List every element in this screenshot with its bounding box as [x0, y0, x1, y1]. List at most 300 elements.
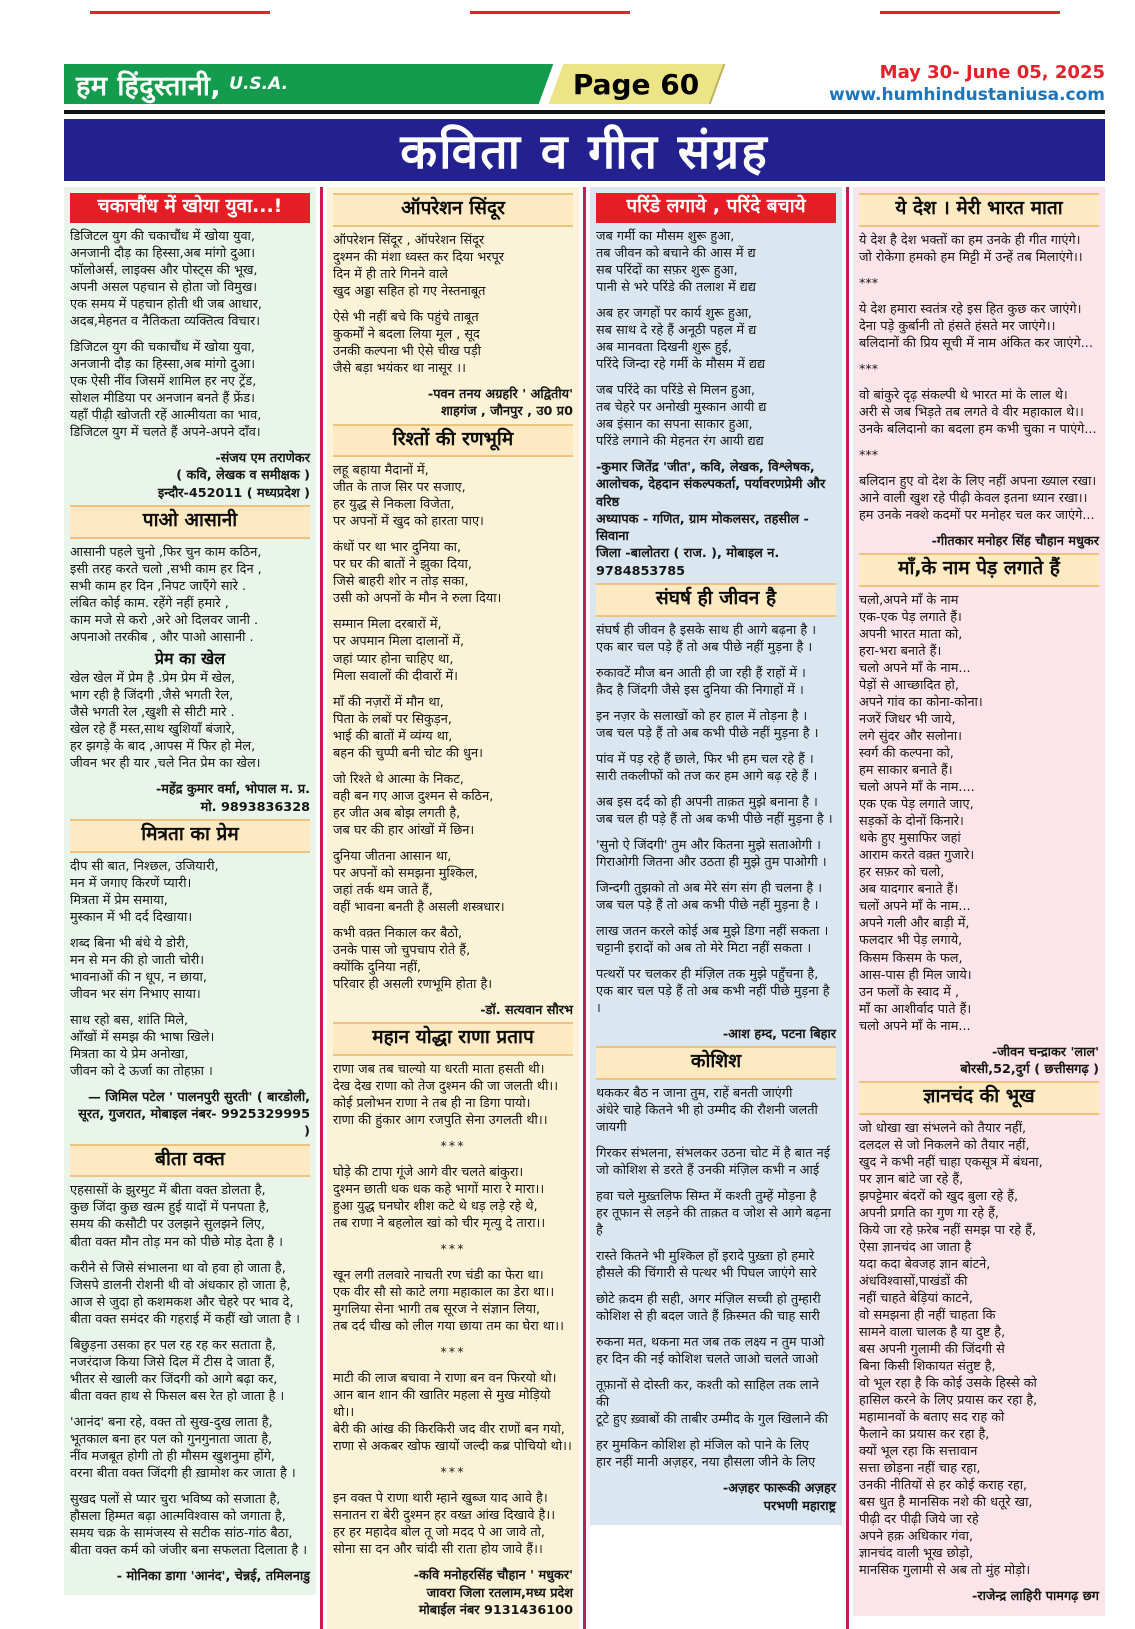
column-divider [320, 187, 323, 1629]
poem-stanza [859, 592, 1099, 1034]
poem-line: उसी को अपनों के मौन ने रुला दिया। [333, 591, 502, 607]
poet-credit: ( कवि, लेखक व समीक्षक ) [176, 468, 310, 484]
poem-line: *** [859, 275, 879, 291]
poem-title: कोशिश [596, 1046, 836, 1080]
poem-column-2 [327, 187, 579, 1629]
poem-line: महामानवों के बताए सद राह को [859, 1410, 1005, 1426]
poem-line: जिन्दगी तुझको तो अब मेरे संग संग ही चलना है । [596, 880, 823, 896]
poem-line: लाख जतन करले कोई अब मुझे डिगा नहीं सकता । [596, 923, 829, 939]
poem-line: छोटे क़दम ही सही, अगर मंज़िल सच्ची हो तुम्हारी [596, 1292, 821, 1308]
poet-credit: - मोनिका डागा 'आनंद', चेन्नई, तमिलनाडु [116, 1568, 310, 1584]
poem-line: जीवन भर संग निभाए साया। [70, 986, 201, 1002]
column-divider [583, 187, 586, 1629]
poem-stanza [596, 1188, 836, 1239]
poem-line: अब यादगार बनाते हैं। [859, 882, 959, 898]
poem-line: करीने से जिसे संभालना था वो हवा हो जाता है, [70, 1260, 286, 1276]
poem-line: लंबित कोई काम. रहेंगे नहीं हमारे , [70, 595, 229, 611]
poem-line: मन में जगाए किरणें प्यारी। [70, 875, 192, 891]
poem-stanza [70, 339, 310, 441]
poem-line: जीत के ताज सिर पर सजाए, [333, 480, 466, 496]
poem-line: स्वर्ग की कल्पना को, [859, 746, 954, 762]
poem-line: भीतर से खाली कर जिंदगी को आगे बढ़ा कर, [70, 1371, 278, 1387]
poem-line: खुद ने कभी नहीं चाहा एकसूत्र में बंधना, [859, 1154, 1043, 1170]
poem-line: हुआ युद्ध घनघोर शीश कटे थे धड़ लड़े रहे थे, [333, 1199, 538, 1214]
poem-line: बीता वक्त मौन तोड़ मन को पीछे मोड़ देता है । [70, 1234, 284, 1250]
poem-line: देख देख राणा को तेज दुश्मन की जा जलती थी।। [333, 1078, 559, 1094]
poem-line: दलदल से जो निकलने को तैयार नहीं, [859, 1137, 1030, 1153]
poem-line: किये जा रहे फ़रेब नहीं समझ पा रहे हैं, [859, 1223, 1037, 1239]
poem-line: माटी की लाज बचावा ने राणा बन वन फिरयो थो। [333, 1371, 557, 1387]
poet-credit: आलोचक, देहदान संकल्पकर्ता, पर्यावरणप्रेमी और वरिष्ठ [596, 477, 826, 510]
section-banner [64, 119, 1105, 181]
poem-stanza [596, 880, 836, 914]
poem-line: आराम करते वक़्त गुजारे। [859, 848, 975, 864]
poem-line: कोशिश से ही बदल जाते हैं क़िस्मत की चाह सारी [596, 1309, 820, 1325]
poem-line: मुगलिया सेना भागी तब सूरज ने संज्ञान लिया, [333, 1302, 541, 1318]
poem-line: मित्रता में प्रेम समाया, [70, 892, 168, 908]
poem-line: माँ की नज़रों में मौन था, [333, 694, 444, 710]
poem-line: *** [440, 1345, 466, 1361]
poem-line: जैसे भगती रेल ,खुशी से सीटी मारे . [70, 705, 235, 721]
poem-body [596, 1085, 836, 1515]
poem-stanza [596, 1248, 836, 1282]
poem-stanza [333, 1490, 573, 1558]
poem-line: आज से जुदा हो कशमकश और चेहरे पर भाव दे, [70, 1294, 294, 1310]
poem-line: *** [440, 1138, 466, 1154]
poem-line: सोना सा दन और चांदी सी राता होय जावे हैं।। [333, 1542, 543, 1558]
poem-title: चकाचौंध में खोया युवा...! [70, 193, 310, 223]
poem-line: सत्ता छोड़ना नहीं चाह रहा, [859, 1461, 981, 1477]
poem-line: फलदार भी पेड़ लगाये, [859, 933, 963, 949]
website-url: www.humhindustaniusa.com [829, 84, 1105, 105]
poem-stanza [596, 382, 836, 450]
poem-body [859, 232, 1099, 550]
poem-line: दुनिया जीतना आसान था, [333, 848, 452, 864]
newspaper-page [64, 60, 1105, 1629]
poem-stanza [596, 1145, 836, 1179]
poem-line: अरी से जब भिड़ते तब लगते वे वीर महाकाल थे।। [859, 404, 1084, 420]
poem-line: लहू बहाया मैदानों में, [333, 463, 429, 479]
poem-line: ये देश है देश भक्तों का हम उनके ही गीत गाएंगे। [859, 232, 1081, 248]
poem-stanza [333, 1267, 573, 1335]
poem-line: तब चेहरे पर अनोखी मुस्कान आयी द्य [596, 399, 767, 415]
poem-line: काम मजे से करो ,अरे ओ दिलवर जानी . [70, 612, 259, 628]
poet-credit: -पवन तनय अग्रहरि ' अद्वितीय' [427, 386, 573, 402]
poem-line: जीवन को दे ऊर्जा का तोहफ़ा । [70, 1063, 213, 1079]
poem-line: शब्द बिना भी बंधे ये डोरी, [70, 935, 189, 951]
poet-credit: -कुमार जितेंद्र 'जीत', कवि, लेखक, विश्लेषक, [596, 460, 815, 476]
poem-line: जो कोशिश से डरते हैं उनकी मंज़िल कभी न आई [596, 1163, 820, 1179]
poem-line: गिराओगी जितना और उठता ही मुझे तुम पाओगी । [596, 854, 827, 870]
poem-stanza [596, 923, 836, 957]
poem-line: अंधेरे चाहे कितने भी हो उम्मीद की रौशनी जलती जायगी [596, 1103, 818, 1136]
poem-line: अपनी भारत माता को, [859, 627, 963, 643]
poem-line: उनके पास जो चुपचाप रोते हैं, [333, 942, 471, 958]
poem-line: परिंदे जिन्दा रहे गर्मी के मौसम में द्यद्य [596, 356, 766, 372]
poem-stanza [859, 473, 1099, 524]
poem-line: सभी काम हर दिन ,निपट जाएँगे सारे . [70, 578, 247, 594]
poet-credit: जावरा जिला रतलाम,मध्य प्रदेश [426, 1585, 573, 1601]
poem-line: क्यों भूल रहा कि सत्तावान [859, 1444, 978, 1460]
poem-line: पीढ़ी दर पीढ़ी जिये जा रहे [859, 1512, 979, 1528]
poem-line: टूटे हुए ख़्वाबों की ताबीर उम्मीद के गुल खिलाने की [596, 1412, 828, 1428]
poem-line: एक ऐसी नींव जिसमें शामिल हर नए ट्रेंड, [70, 373, 257, 389]
poem-line: भूतकाल बना हर पल को गुनगुनाता जाता है, [70, 1431, 273, 1447]
poem-line: पर अपमान मिला दालानों में, [333, 634, 465, 650]
poem-line: जब चल पड़े हैं तो अब कभी पीछे नहीं मुड़ना है । [596, 725, 819, 741]
poem-line: हर सफ़र को चलो, [859, 865, 945, 881]
poem-body [859, 592, 1099, 1078]
poem-column-3 [590, 187, 842, 1525]
poem-line: सब साथ दे रहे हैं अनूठी पहल में द्य [596, 322, 757, 338]
poem-line: बिना किसी शिकायत संतुष्ट है, [859, 1359, 996, 1375]
poem-line: हर दिन की नई कोशिश चलते जाओ चलते जाओ [596, 1352, 819, 1368]
date-block [829, 62, 1105, 106]
poem-line: पांव में पड़ रहे हैं छाले, फिर भी हम चल रहे हैं । [596, 751, 814, 767]
poem-line: अपने हक़ अधिकार गंवा, [859, 1529, 974, 1545]
poem-line: गिरकर संभलना, संभलकर उठना चोट में है बात नई [596, 1146, 831, 1162]
poem-line: दुश्मन छाती धक धक कहे भागों मारा रे मारा।। [333, 1181, 545, 1197]
poem-line: बेरी की आंख की किरकिरी जद वीर राणों बन गयो, [333, 1422, 565, 1438]
poem-line: जब गर्मी का मौसम शुरू हुआ, [596, 228, 735, 244]
poem-body [333, 232, 573, 421]
masthead [64, 64, 534, 104]
poem-line: नजरंदाज किया जिसे दिल में टीस दे जाता हैं, [70, 1354, 276, 1370]
poem-line: राणा की हुंकार आग रजपुति सेना उगलती थी।। [333, 1112, 548, 1128]
poem-line: दुश्मन की मंशा ध्वस्त कर दिया भरपूर [333, 249, 505, 265]
poem-line: बस अपनी गुलामी की जिंदगी से [859, 1342, 1005, 1358]
poem-line: खेल खेल में प्रेम है .प्रेम प्रेम में खेल, [70, 671, 236, 687]
poem-body [333, 462, 573, 1019]
poem-line: अपने गली और बाड़ी में, [859, 916, 970, 932]
poem-line: *** [859, 361, 879, 377]
poem-line: मानसिक गुलामी से अब तो मुंह मोड़ो। [859, 1563, 1031, 1579]
poem-line: आसानी पहले चुनो ,फिर चुन काम कठिन, [70, 544, 262, 560]
poem-line: अपनी असल पहचान से होता जो विमुख। [70, 279, 258, 295]
poem-stanza [70, 228, 310, 330]
poet-credit: बोरसी,52,दुर्ग ( छत्तीसगढ़ ) [960, 1061, 1099, 1077]
poem-line: अपनी प्रगति का गुण गा रहे हैं, [859, 1206, 999, 1222]
poem-line: ज्ञानचंद वाली भूख छोड़ो, [859, 1546, 974, 1562]
poem-line: फॉलोअर्स, लाइक्स और पोस्ट्स की भूख, [70, 262, 258, 278]
poem-line: वो समझना ही नहीं चाहता कि [859, 1308, 996, 1324]
poem-title: बीता वक्त [70, 1144, 310, 1178]
poem-line: बीता वक्त हाथ से फिसल बस रेत हो जाता है । [70, 1388, 285, 1404]
poem-line: 'सुनो ऐ जिंदगी' तुम और कितना मुझे सताओगी । [596, 837, 822, 853]
poem-stanza [596, 1377, 836, 1428]
poem-stanza [596, 1085, 836, 1136]
poem-stanza [596, 1437, 836, 1471]
poet-credit: -गीतकार मनोहर सिंह चौहान मधुकर [931, 534, 1099, 550]
poem-line: जो धोखा खा संभलने को तैयार नहीं, [859, 1120, 1027, 1136]
poem-line: घोड़े की टापा गूंजे आगे वीर चलते बांकुरा। [333, 1164, 524, 1180]
poem-line: भावनाओं की न धूप, न छाया, [70, 969, 207, 985]
poem-line: *** [440, 1242, 466, 1258]
poet-credit: इन्दौर-452011 ( मध्यप्रदेश ) [157, 485, 310, 501]
poem-line: तूफ़ानों से दोस्ती कर, कश्ती को साहिल तक लाने की [596, 1378, 819, 1411]
poet-credit: -महेंद्र कुमार वर्मा, भोपाल म. प्र. [155, 782, 310, 798]
poem-line: मन से मन की हो जाती चोरी। [70, 952, 205, 968]
poem-stanza [596, 665, 836, 699]
poem-line: पेड़ों से आच्छादित हो, [859, 678, 959, 694]
poem-stanza [70, 1260, 310, 1328]
poem-line: तब राणा ने बहलोल खां को चीर मृत्यु दे तारा।। [333, 1216, 546, 1232]
poem-line: कभी वक़्त निकाल कर बैठो, [333, 925, 463, 941]
poem-line: बहन की चुप्पी बनी चोट की धुन। [333, 745, 483, 761]
poem-line: हार नहीं मानी अज़हर, नया हौसला जीने के लिए [596, 1455, 816, 1471]
poem-line: वहीं भावना बनती है असली शस्त्रधार। [333, 899, 505, 915]
poem-stanza [596, 708, 836, 742]
poem-line: थककर बैठ न जाना तुम, राहें बनती जाएंगी [596, 1086, 793, 1102]
poem-title: पाओ आसानी [70, 505, 310, 539]
poem-line: माँ का आशीर्वाद पाते हैं। [859, 1001, 972, 1017]
poem-line: अनजानी दौड़ का हिस्सा,अब मांगो दुआ। [70, 356, 256, 372]
poem-line: जब घर की हार आंखों में छिन। [333, 822, 475, 838]
poem-line: आने वाली खुश रहे पीढ़ी केवल इतना ध्यान रखा।। [859, 491, 1088, 507]
poem-line: हौसले की चिंगारी से पत्थर भी पिघल जाएंगे सारे [596, 1266, 817, 1282]
column-divider [846, 187, 849, 1629]
poem-line: उनके बलिदानो का बदला हम कभी चुका न पाएंगे... [859, 421, 1097, 437]
poem-line: इसी तरह करते चलो ,सभी काम हर दिन , [70, 561, 262, 577]
poem-line: सारी तकलीफों को तज कर हम आगे बढ़ रहे हैं । [596, 768, 818, 784]
poem-line: अपने गांव का कोना-कोना। [859, 695, 983, 711]
poem-stanza [859, 1120, 1099, 1579]
poem-line: अंधविश्वासों,पाखंडों की [859, 1274, 968, 1290]
poem-stanza [333, 1344, 573, 1361]
poem-stanza [333, 1061, 573, 1129]
poem-column-1 [64, 187, 316, 1595]
poem-line: चट्टानी इरादों को अब तो मेरे मिटा नहीं सकता । [596, 940, 812, 956]
poem-line: राणा से अकबर खोफ खायों जल्दी कब्र पोचियो थो।। [333, 1439, 572, 1455]
poem-stanza [70, 1414, 310, 1482]
poem-line: वो बांकुरे दृढ़ संकल्पी थे भारत मां के लाल थे। [859, 387, 1068, 403]
poem-line: पत्थरों पर चलकर ही मंज़िल तक मुझे पहुँचना है, [596, 966, 819, 982]
poem-line: अब हर जगहों पर कार्य शुरू हुआ, [596, 305, 752, 321]
poem-line: हर जीत अब बोझ लगती है, [333, 805, 461, 821]
poem-line: परिवार ही असली रणभूमि होता है। [333, 976, 493, 992]
poem-line: पर ज्ञान बांटे जा रहे हैं, [859, 1172, 964, 1187]
poem-line: जीवन भर ही यार ,चले नित प्रेम का खेल। [70, 756, 261, 772]
poem-title: ये देश । मेरी भारत माता [859, 193, 1099, 227]
poem-line: पर अपनों को समझना मुश्किल, [333, 865, 478, 881]
poem-line: आन बान शान की खातिर महला से मुख मोड़ियो थो।। [333, 1388, 551, 1421]
poet-credit: परभणी महाराष्ट्र [763, 1498, 836, 1514]
poem-stanza [859, 275, 1099, 292]
poem-line: संघर्ष ही जीवन है इसके साथ ही आगे बढ़ना है । [596, 622, 817, 638]
poem-line: चलो अपने माँ के नाम... [859, 661, 971, 677]
poem-line: भाई की बातों में व्यंग्य था, [333, 728, 453, 744]
poem-line: ये देश हमारा स्वतंत्र रहे इस हित कुछ कर जाएंगे। [859, 301, 1082, 317]
poem-line: जब चल ही पड़े हैं तो अब कभी पीछे नहीं मुड़ना है । [596, 811, 833, 827]
poem-title: संघर्ष ही जीवन है [596, 583, 836, 617]
poem-line: लगे सुंदर और सलोना। [859, 729, 962, 745]
poem-stanza [333, 1138, 573, 1155]
poem-title: ज्ञानचंद की भूख [859, 1081, 1099, 1115]
poem-line: उनकी कल्पना भी ऐसे चीख पड़ी [333, 343, 481, 359]
poem-line: समय चक्र के सामंजस्य से सटीक सांठ-गांठ बैठा, [70, 1525, 293, 1541]
poem-line: जिसे बाहरी शोर न तोड़ सका, [333, 574, 469, 590]
poem-line: खेल रहे हैं मस्त,साथ खुशियाँ बंजारे, [70, 722, 236, 738]
poem-line: सनातन रा बेरी दुश्मन हर वख्त आंख दिखावे है।। [333, 1508, 556, 1524]
poem-line: यहाँ पीढ़ी खोजती रहें आत्मीयता का भाव, [70, 408, 262, 423]
poem-stanza [859, 387, 1099, 438]
poem-line: आस-पास ही मिल जाये। [859, 967, 972, 983]
poem-stanza [596, 622, 836, 656]
poem-line: समय की कसौटी पर उलझने सुलझने लिए, [70, 1217, 266, 1233]
poem-line: वही बन गए आज दुश्मन से कठिन, [333, 788, 494, 804]
issue-date: May 30- June 05, 2025 [879, 62, 1105, 83]
poem-stanza [70, 935, 310, 1003]
poem-body [70, 544, 310, 646]
poem-line: हरा-भरा बनाते हैं। [859, 644, 942, 660]
poem-line: तब दर्द चीख को लील गया छाया तम का घेरा था।। [333, 1319, 564, 1335]
poem-line: जिसपे डालनी रोशनी थी वो अंधकार हो जाता है, [70, 1277, 291, 1293]
poem-line: हर झगड़े के बाद ,आपस में फिर हो मेल, [70, 739, 256, 755]
poem-stanza [333, 232, 573, 300]
poem-line: हम उनके नक्शे कदमों पर मनोहर चल कर जाएंगे... [859, 508, 1095, 524]
poem-stanza [70, 544, 310, 646]
poem-line: डिजिटल युग में चलते हैं अपने-अपने दाँव। [70, 425, 261, 441]
poem-line: सुखद पलों से प्यार चुरा भविष्य को सजाता है, [70, 1491, 281, 1507]
poem-body [70, 858, 310, 1141]
poem-line: ऑपरेशन सिंदूर , ऑपरेशन सिंदूर [333, 232, 485, 248]
poem-line: चलों अपने माँ के नाम... [859, 899, 971, 915]
poet-credit: — जिमिल पटेल ' पालनपुरी सुरती' ( बारडोली, [87, 1089, 310, 1105]
poem-line: परिंडे लगाने की मेहनत रंग आयी द्यद्य [596, 434, 764, 450]
poem-line: दीप सी बात, निश्छल, उजियारी, [70, 858, 219, 874]
poem-line: जो रोकेगा हमको हम मिट्टी में उन्हें तब मिलाएंगे।। [859, 249, 1083, 265]
poem-line: एक बार चल पड़े हैं तो अब पीछे नहीं मुड़ना है । [596, 639, 813, 655]
poem-line: कंधों पर था भार दुनिया का, [333, 540, 462, 556]
poem-line: साथ रहो बस, शांति मिले, [70, 1012, 189, 1028]
poem-line: डिजिटल युग की चकाचौंध में खोया युवा, [70, 228, 255, 244]
poet-credit: मोबाईल नंबर 9131436100 [418, 1602, 573, 1618]
poem-line: पिता के लबों पर सिकुड़न, [333, 711, 452, 727]
poems-grid [64, 187, 1105, 1629]
poet-credit: -संजय एम तराणेकर [215, 451, 310, 467]
poem-title: मित्रता का प्रेम [70, 819, 310, 853]
poet-credit: -डॉ. सत्यवान सौरभ [480, 1002, 573, 1018]
poem-line: क्योंकि दुनिया नहीं, [333, 959, 422, 975]
poem-stanza [596, 1291, 836, 1325]
poem-line: *** [859, 448, 879, 463]
poem-stanza [333, 771, 573, 839]
poet-credit: जिला -बालोतरा ( राज. ), मोबाइल न. 9784853785 [596, 546, 780, 579]
poem-stanza [596, 751, 836, 785]
poem-line: वरना बीता वक्त जिंदगी ही ख़ामोश कर जाता है । [70, 1465, 296, 1481]
poet-credit: -कवि मनोहरसिंह चौहान ' मधुकर' [413, 1568, 573, 1584]
poem-line: सोशल मीडिया पर अनजान बनते हैं फ्रेंड। [70, 390, 255, 406]
poem-stanza [333, 1241, 573, 1258]
poem-stanza [70, 858, 310, 926]
masthead-title: हम हिंदुस्तानी, [76, 70, 222, 102]
poem-line: उनकी नीतियों से हर कोई कराह रहा, [859, 1478, 1028, 1494]
poem-line: जब परिंदे का परिंडे से मिलन हुआ, [596, 382, 755, 398]
poem-line: सम्मान मिला दरबारों में, [333, 617, 442, 633]
poem-stanza [333, 462, 573, 530]
poem-line: एक-एक पेड़ लगाते हैं। [859, 610, 962, 626]
poem-stanza [333, 539, 573, 607]
poem-line: सब परिंदों का सफ़र शुरू हुआ, [596, 262, 738, 278]
poem-stanza [333, 309, 573, 377]
poem-title: माँ,के नाम पेड़ लगाते हैं [859, 553, 1099, 587]
poem-line: बीता वक्त समंदर की गहराई में कहीं खो जाता है । [70, 1311, 300, 1327]
poem-stanza [596, 837, 836, 871]
poem-line: बिछुड़ना उसका हर पल रह रह कर सताता है, [70, 1337, 277, 1353]
poem-line: खून लगी तलवारे नाचती रण चंडी का फेरा था। [333, 1268, 544, 1284]
poem-body [70, 670, 310, 816]
poet-credit: -आश हम्द, पटना बिहार [722, 1027, 836, 1043]
poem-line: थके हुए मुसाफिर जहां [859, 831, 961, 847]
poem-line: मित्रता का ये प्रेम अनोखा, [70, 1046, 189, 1062]
poem-stanza [333, 848, 573, 916]
poem-line: भाग रही है जिंदगी ,जैसे भगती रेल, [70, 688, 234, 704]
poem-stanza [70, 670, 310, 772]
poem-stanza [70, 1182, 310, 1250]
poem-line: उन फलों के स्वाद में , [859, 984, 960, 1000]
poem-line: जैसे बड़ा भयंकर था नासूर ।। [333, 360, 466, 376]
poem-stanza [70, 1337, 310, 1405]
poem-line: हासिल करने के लिए प्रयास कर रहा है, [859, 1393, 1038, 1409]
poem-line: चलो अपने माँ के नाम.... [859, 780, 975, 796]
poem-line: हौसला हिम्मत बढ़ा आत्मविश्वास को जगाता है, [70, 1508, 286, 1524]
poem-stanza [333, 1164, 573, 1232]
poem-stanza [596, 794, 836, 828]
poem-stanza [859, 232, 1099, 266]
poem-title: प्रेम का खेल [154, 648, 226, 668]
poem-line: बीता वक्त कर्म को जंजीर बना सफलता दिलाता है । [70, 1542, 308, 1558]
poem-line: आँखों में समझ की भाषा खिले। [70, 1029, 215, 1045]
poem-line: जो रिश्ते थे आत्मा के निकट, [333, 771, 464, 787]
poem-line: क़ैद है जिंदगी जैसे इस दुनिया की निगाहों में । [596, 682, 804, 698]
poem-line: अब इंसान का सपना साकार हुआ, [596, 417, 753, 432]
poem-line: एक बार चल पड़े हैं तो अब कभी नहीं पीछे मुड़ना है । [596, 984, 830, 1017]
poem-stanza [859, 447, 1099, 464]
poem-line: 'आनंद' बना रहे, वक्त तो सुख-दुख लाता है, [70, 1414, 273, 1430]
poet-credit: -जीवन चन्द्राकर 'लाल' [991, 1044, 1099, 1060]
poem-body [596, 622, 836, 1044]
poem-stanza [596, 1334, 836, 1368]
poem-line: रुकना मत, थकना मत जब तक लक्ष्य न तुम पाओ [596, 1335, 825, 1351]
poem-line: रुकावटें मौज बन आती ही जा रही हैं राहों में । [596, 665, 806, 681]
poem-line: कोई प्रलोभन राणा ने तब ही ना डिगा पायो। [333, 1095, 531, 1111]
poem-line: किसम किसम के फल, [859, 950, 963, 966]
poem-body [70, 1182, 310, 1585]
masthead-region: U.S.A. [229, 74, 289, 94]
poet-credit: सूरत, गुजरात, मोबाइल नंबर- 9925329995 ) [78, 1107, 310, 1140]
poem-stanza [333, 616, 573, 684]
poem-line: बलिदान हुए वो देश के लिए नहीं अपना ख्याल रखा। [859, 474, 1097, 490]
poem-line: डिजिटल युग की चकाचौंध में खोया युवा, [70, 339, 255, 355]
poem-line: जहां तर्क थम जाते हैं, [333, 882, 433, 898]
page-number-badge [549, 64, 726, 104]
poem-line: ऐसा ज्ञानचंद आ जाता है [859, 1240, 972, 1256]
poem-line: हर युद्ध से निकला विजेता, [333, 497, 455, 513]
poem-line: अदब,मेहनत व नैतिकता व्यक्तित्व विचार। [70, 313, 261, 329]
poem-line: दिन में ही तारे गिनने वाले [333, 266, 448, 282]
poem-title: ऑपरेशन सिंदूर [333, 193, 573, 227]
poem-line: इन नज़र के सलाखों को हर हाल में तोड़ना है । [596, 708, 808, 724]
poem-line: यदा कदा बेवजह ज्ञान बांटने, [859, 1257, 991, 1273]
poem-line: खुद अड्डा सहित हो गए नेस्तनाबूत [333, 283, 486, 299]
poem-line: हर तूफान से लड़ने की ताक़त व जोश से आगे बढ़ना है [596, 1206, 831, 1239]
poem-line: मिला सवालों की दीवारों में। [333, 668, 459, 684]
page-number: Page 60 [572, 67, 700, 101]
poem-line: *** [440, 1465, 466, 1481]
poem-line: पानी से भरे परिंडे की तलाश में द्यद्य [596, 279, 756, 295]
poem-title: रिश्तों की रणभूमि [333, 424, 573, 458]
poem-body [70, 228, 310, 502]
